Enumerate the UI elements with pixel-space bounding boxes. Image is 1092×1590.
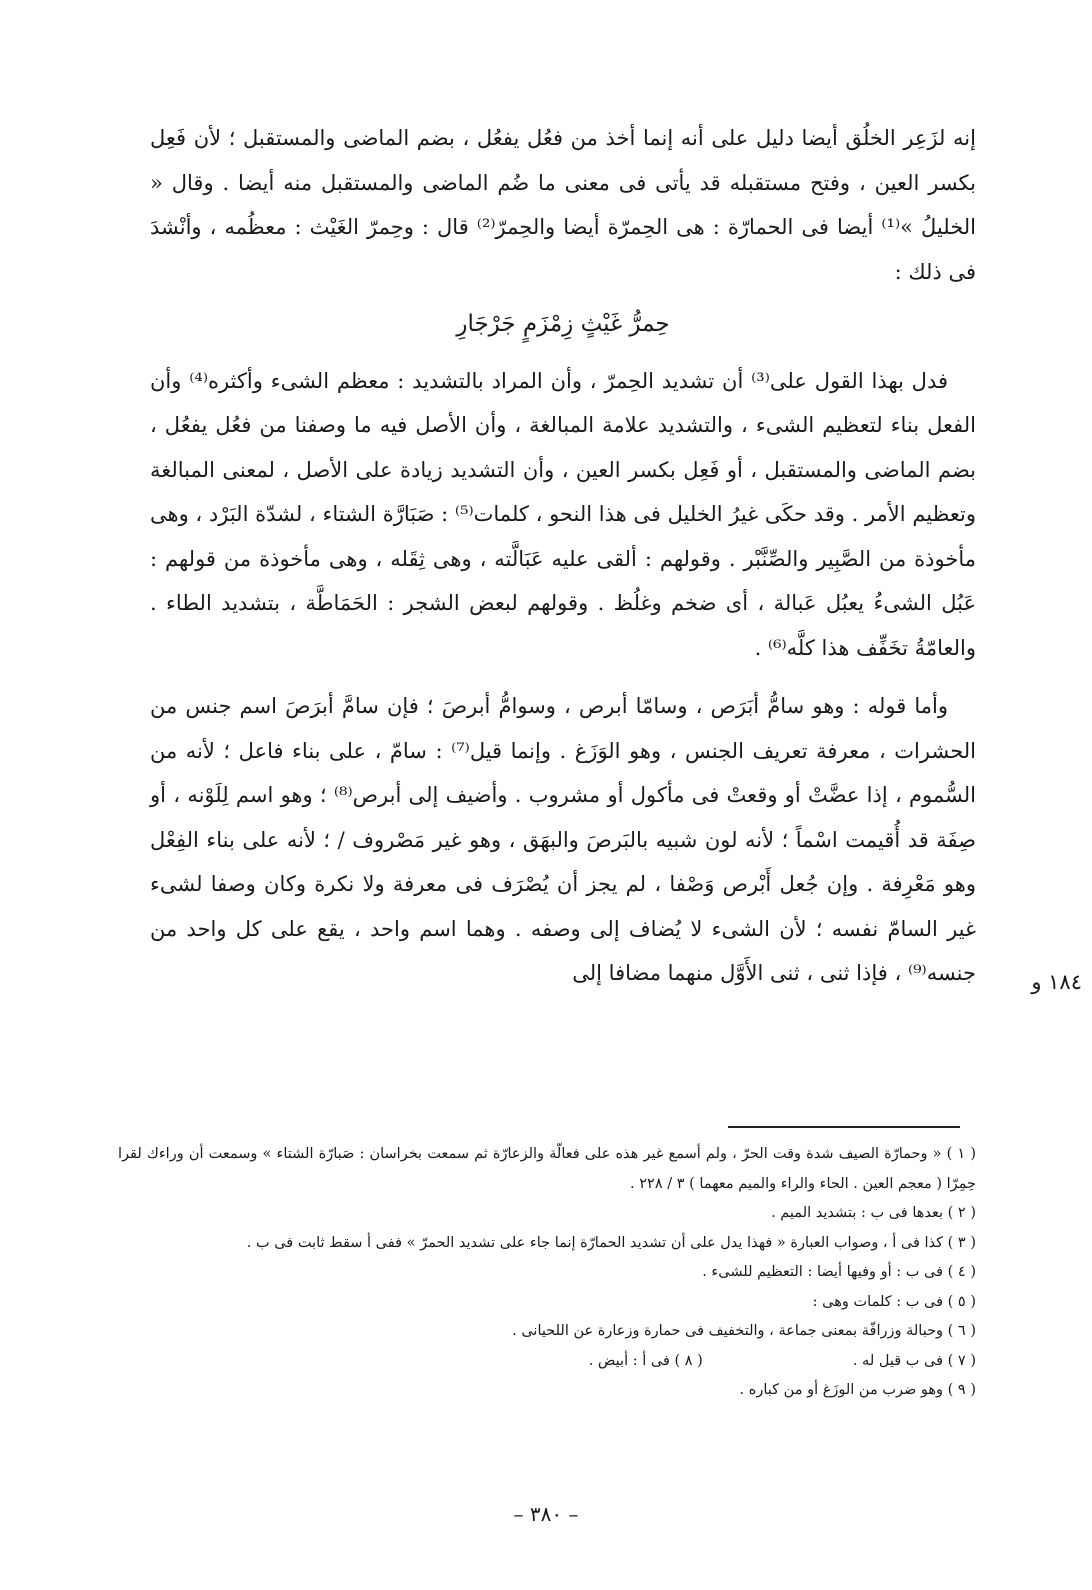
paragraph-1: إنه لزَعِر الخلُق أيضا دليل على أنه إنما أخذ من فعُل يفعُل ، بضم الماضى والمستقبل ؛ لأن فَعِل بكسر العين ، وفتح مستقبله قد يأتى فى معنى ما ضُم الماضى والمستقبل منه أيضا . وقال « الخليلُ »⁽¹⁾ أيضا فى الحمارّة : هى الحِمرّة أيضا والحِمرّ⁽²⁾ قال : وحِمرّ الغَيْث : معظُمه ، وأنْشدَ فى ذلك : <box>150 126 976 284</box>
footnote-2: ( ٢ ) بعدها فى ب : بتشديد الميم . <box>771 1205 976 1221</box>
footnote-pair-7-8 <box>118 1347 976 1377</box>
footnote-1: ( ١ ) « وحمارّة الصيف شدة وقت الحرّ ، ولم أسمع غير هذه على فعالّة والزعارّة ثم سمعت بخراسان : صَبارّة الشتاء » وسمعت أن وراءك لقرا حِمِرّا ( معجم العين . الحاء والراء والميم معهما ) ٣ / ٢٢٨ . <box>118 1146 976 1192</box>
footnote-9: ( ٩ ) وهو ضرب من الوزَغ أو من كباره . <box>739 1382 976 1398</box>
main-text <box>150 116 976 996</box>
footnote-divider <box>728 1126 960 1128</box>
footnote-7: ( ٧ ) فى ب قيل له . <box>852 1352 976 1369</box>
footnote-8: ( ٨ ) فى أ : أبيض . <box>588 1352 703 1369</box>
paragraph-2: فدل بهذا القول على⁽³⁾ أن تشديد الحِمرّ ، وأن المراد بالتشديد : معظم الشىء وأكثره⁽⁴⁾ وأن الفعل بناء لتعظيم الشىء ، والتشديد علامة المبالغة ، وأن الأصل فيه ما وصفنا من فعُل يفعُل ، بضم الماضى والمستقبل ، أو فَعِل بكسر العين ، وأن التشديد زيادة على الأصل ، لمعنى المبالغة وتعظيم الأمر . وقد حكَى غيرُ الخليل فى هذا النحو ، كلمات⁽⁵⁾ : صَبَارَّة الشتاء ، لشدّة البَرْد ، وهى مأخوذة من الصَّبِير والصِّنَّبْر . وقولهم : ألقى عليه عَبَالَّته ، وهى ثِقَله ، وهى مأخوذة من قولهم : عَبُل الشىءُ يعبُل عَبالة ، أى ضخم وغلُظ . وقولهم لبعض الشجر : الحَمَاطَّة ، بتشديد الطاء . والعامّةُ تخَفِّف هذا كلَّه⁽⁶⁾ . <box>150 368 976 660</box>
paragraph-3: وأما قوله : وهو سامُّ أبَرَص ، وسامّا أبرص ، وسوامُّ أبرصَ ؛ فإن سامَّ أبرَصَ اسم جنس من الحشرات ، معرفة تعريف الجنس ، وهو الوَزَغ . وإنما قيل⁽⁷⁾ : سامّ ، على بناء فاعل ؛ لأنه من السُّموم ، إذا عضَّتْ أو وقعتْ فى مأكول أو مشروب . وأضيف إلى أبرص⁽⁸⁾ ؛ وهو اسم لِلَوْنه ، أو صِفَة قد أُقيمت اسْماً ؛ لأنه لون شبيه بالبَرصَ والبهَق ، وهو غير مَصْروف / ؛ لأنه على بناء الفِعْل وهو مَعْرِفة . وإن جُعل أَبْرص وَصْفا ، لم يجز أن يُصْرَف فى معرفة ولا نكرة وكان وصفا لشىء غير السامّ نفسه ؛ لأن الشىء لا يُضاف إلى وصفه . وهما اسم واحد ، يقع على كل واحد من جنسه⁽⁹⁾ ، فإذا ثنى ، ثنى الأَوَّل منهما مضافا إلى <box>150 694 976 985</box>
footnote-6: ( ٦ ) وحبالة وزرافّة بمعنى جماعة ، والتخفيف فى حمارة وزعارة عن اللحيانى . <box>512 1323 976 1339</box>
verse-line: حِمرُّ غَيْثٍ زِمْزَمٍ جَرْجَارِ <box>456 311 670 337</box>
footnote-5: ( ٥ ) فى ب : كلمات وهى : <box>812 1293 976 1310</box>
page-number: – ٣٨٠ – <box>513 1502 579 1526</box>
footnotes <box>118 1140 976 1406</box>
manuscript-folio-marker: ١٨٤ و <box>1031 970 1082 994</box>
footnote-4: ( ٤ ) فى ب : أو وفيها أيضا : التعظيم للشىء . <box>702 1264 976 1280</box>
footnote-3: ( ٣ ) كذا فى أ ، وصواب العبارة « فهذا يدل على أن تشديد الحمارّة إنما جاء على تشديد الحمرّ » ففى أ سقط ثابت فى ب . <box>246 1234 976 1251</box>
